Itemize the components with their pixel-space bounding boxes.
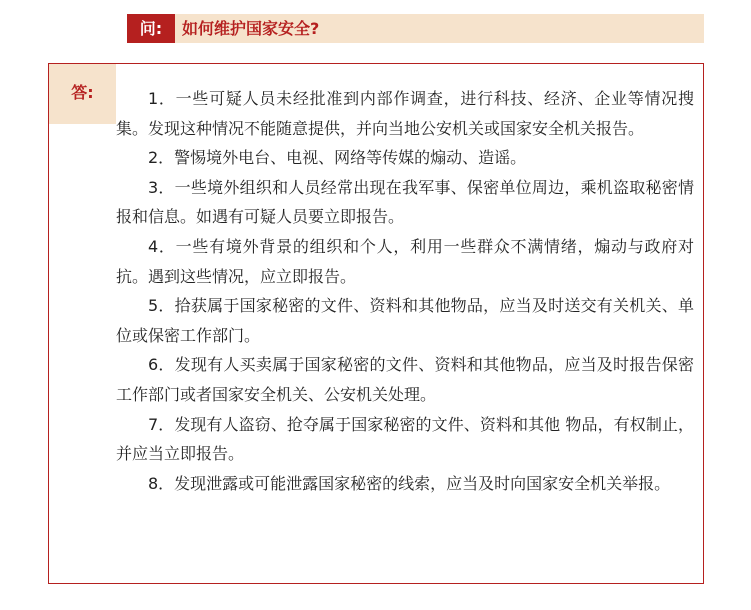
answer-item-2: 2．警惕境外电台、电视、网络等传媒的煽动、造谣。 — [148, 148, 527, 168]
answer-item-5: 5．拾获属于国家秘密的文件、资料和其他物品，应当及时送交有关机关、单位或保密工作部门。 — [116, 296, 694, 345]
answer-content — [116, 84, 694, 498]
answer-tag: 答: — [49, 64, 116, 124]
answer-item-1: 1．一些可疑人员未经批准到内部作调查，进行科技、经济、企业等情况搜集。发现这种情况不能随意提供，并向当地公安机关或国家安全机关报告。 — [116, 89, 694, 138]
answer-box — [48, 63, 704, 584]
answer-item-3: 3．一些境外组织和人员经常出现在我军事、保密单位周边，乘机盗取秘密情报和信息。如遇有可疑人员要立即报告。 — [116, 177, 694, 227]
answer-item-8: 8．发现泄露或可能泄露国家秘密的线索，应当及时向国家安全机关举报。 — [148, 473, 671, 493]
answer-item-6: 6．发现有人买卖属于国家秘密的文件、资料和其他物品，应当及时报告保密工作部门或者国家安全机关、公安机关处理。 — [116, 355, 694, 404]
answer-item-7: 7．发现有人盗窃、抢夺属于国家秘密的文件、资料和其他 物品，有权制止，并应当立即报告。 — [116, 414, 694, 464]
answer-item-4: 4．一些有境外背景的组织和个人，利用一些群众不满情绪，煽动与政府对抗。遇到这些情况，应立即报告。 — [116, 236, 694, 286]
question-text: 如何维护国家安全? — [182, 19, 320, 38]
question-bar — [127, 14, 704, 43]
question-tag: 问: — [127, 14, 175, 43]
